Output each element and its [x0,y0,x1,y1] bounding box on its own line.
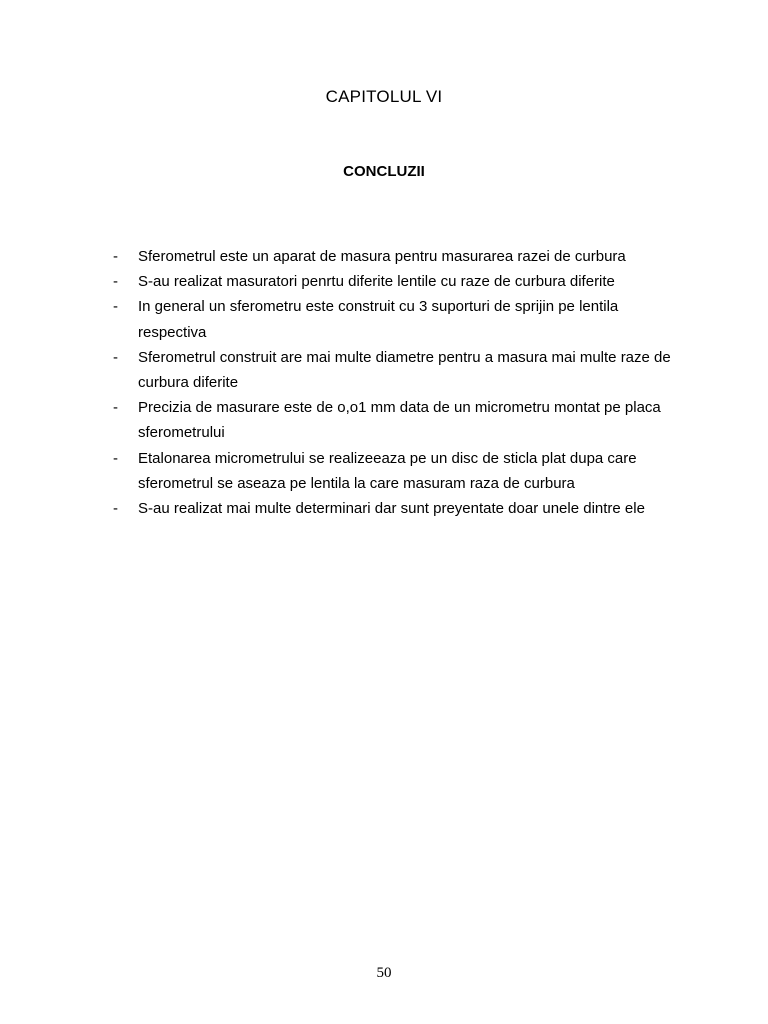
list-item [110,345,680,395]
list-item [110,446,680,496]
bullet-dash: - [113,248,118,265]
list-item [110,496,680,521]
chapter-title: CAPITOLUL VI [325,87,443,106]
list-item [110,294,680,344]
list-item-text: Sferometrul construit are mai multe diametre pentru a masura mai multe raze de curbura diferite [138,348,671,392]
page-number: 50 [376,965,392,981]
bullet-dash: - [113,273,118,291]
list-item-text: In general un sferometru este construit cu 3 suporturi de sprijin pe lentila respectiva [138,298,619,341]
conclusions-list [110,244,680,521]
section-title: CONCLUZII [343,163,425,180]
list-item-text: Precizia de masurare este de o,o1 mm data de un micrometru montat pe placa sferometrului [138,399,661,442]
list-item-text: Sferometrul este un aparat de masura pentru masurarea razei de curbura [138,248,626,265]
bullet-dash: - [113,348,118,366]
list-item-text: S-au realizat mai multe determinari dar sunt preyentate doar unele dintre ele [138,500,645,518]
bullet-dash: - [113,399,118,417]
bullet-dash: - [113,500,118,518]
list-item [110,244,680,269]
list-item-text: S-au realizat masuratori penrtu diferite lentile cu raze de curbura diferite [138,273,615,291]
bullet-dash: - [113,298,118,316]
list-item [110,395,680,445]
list-item-text: Etalonarea micrometrului se realizeeaza pe un disc de sticla plat dupa care sferometrul se aseaza pe lentila la care masuram raza de curbura [138,449,637,492]
bullet-dash: - [113,449,118,467]
list-item [110,269,680,294]
